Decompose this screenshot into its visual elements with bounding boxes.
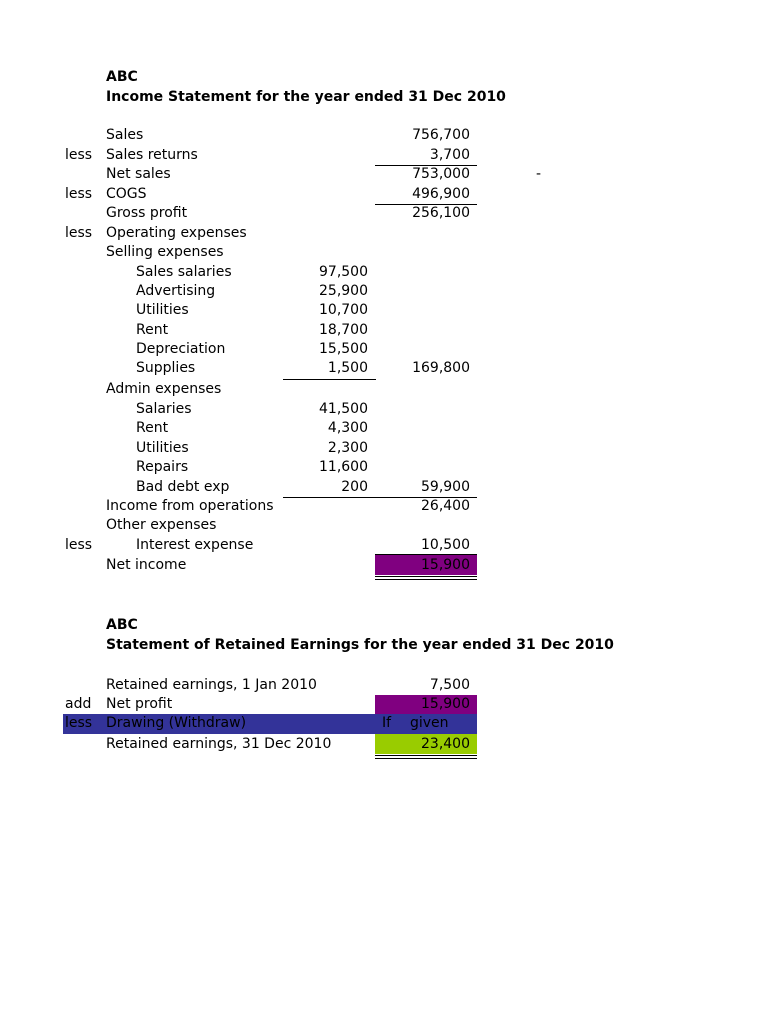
admin-item-label: Rent bbox=[136, 420, 169, 436]
interest-expense-label: Interest expense bbox=[136, 537, 254, 553]
admin-item-amount: 11,600 bbox=[319, 459, 368, 475]
closing-balance-amount: 23,400 bbox=[421, 736, 470, 752]
drawing-label: Drawing (Withdraw) bbox=[106, 715, 247, 731]
selling-item-label: Utilities bbox=[136, 302, 189, 318]
admin-item-amount: 2,300 bbox=[327, 440, 368, 456]
rule-under-supplies bbox=[283, 379, 376, 380]
selling-item-amount: 1,500 bbox=[327, 360, 368, 376]
admin-item-label: Repairs bbox=[136, 459, 189, 475]
sales-returns-prefix: less bbox=[65, 147, 93, 163]
drawing-note-if: If bbox=[382, 715, 392, 731]
net-sales-dash: - bbox=[536, 166, 542, 182]
net-profit-amount: 15,900 bbox=[421, 696, 470, 712]
admin-expenses-total: 59,900 bbox=[421, 479, 470, 495]
admin-item-amount: 200 bbox=[341, 479, 368, 495]
double-rule-closing-2 bbox=[375, 758, 477, 759]
selling-item-label: Rent bbox=[136, 322, 169, 338]
drawing-note-given: given bbox=[410, 715, 449, 731]
opening-balance-amount: 7,500 bbox=[429, 677, 470, 693]
cogs-label: COGS bbox=[106, 186, 147, 202]
opening-balance-label: Retained earnings, 1 Jan 2010 bbox=[106, 677, 317, 693]
selling-item-amount: 97,500 bbox=[319, 264, 368, 280]
operating-expenses-label: Operating expenses bbox=[106, 225, 247, 241]
net-income-label: Net income bbox=[106, 557, 187, 573]
net-profit-prefix: add bbox=[65, 696, 92, 712]
rule-under-interest bbox=[375, 554, 477, 555]
double-rule-net-income-2 bbox=[375, 579, 477, 580]
double-rule-closing-1 bbox=[375, 755, 477, 756]
admin-item-amount: 41,500 bbox=[319, 401, 368, 417]
interest-expense-prefix: less bbox=[65, 537, 93, 553]
net-sales-amount: 753,000 bbox=[412, 166, 470, 182]
cogs-prefix: less bbox=[65, 186, 93, 202]
selling-expenses-label: Selling expenses bbox=[106, 244, 224, 260]
selling-item-amount: 15,500 bbox=[319, 341, 368, 357]
admin-item-label: Bad debt exp bbox=[136, 479, 230, 495]
selling-item-amount: 10,700 bbox=[319, 302, 368, 318]
selling-item-label: Supplies bbox=[136, 360, 196, 376]
retained-earnings-title: Statement of Retained Earnings for the year ended 31 Dec 2010 bbox=[106, 637, 614, 653]
operating-expenses-prefix: less bbox=[65, 225, 93, 241]
selling-item-amount: 25,900 bbox=[319, 283, 368, 299]
cogs-amount: 496,900 bbox=[412, 186, 470, 202]
income-from-operations-amount: 26,400 bbox=[421, 498, 470, 514]
company-name: ABC bbox=[106, 69, 138, 85]
selling-item-label: Sales salaries bbox=[136, 264, 232, 280]
interest-expense-amount: 10,500 bbox=[421, 537, 470, 553]
sales-amount: 756,700 bbox=[412, 127, 470, 143]
selling-item-label: Advertising bbox=[136, 283, 216, 299]
sales-returns-amount: 3,700 bbox=[429, 147, 470, 163]
company-name: ABC bbox=[106, 617, 138, 633]
admin-item-amount: 4,300 bbox=[327, 420, 368, 436]
net-sales-label: Net sales bbox=[106, 166, 171, 182]
other-expenses-label: Other expenses bbox=[106, 517, 217, 533]
sales-label: Sales bbox=[106, 127, 144, 143]
closing-balance-label: Retained earnings, 31 Dec 2010 bbox=[106, 736, 332, 752]
drawing-prefix: less bbox=[65, 715, 93, 731]
sales-returns-label: Sales returns bbox=[106, 147, 198, 163]
double-rule-net-income-1 bbox=[375, 576, 477, 577]
admin-expenses-label: Admin expenses bbox=[106, 381, 222, 397]
net-profit-label: Net profit bbox=[106, 696, 173, 712]
income-statement-title: Income Statement for the year ended 31 Dec 2010 bbox=[106, 89, 506, 105]
net-income-amount: 15,900 bbox=[421, 557, 470, 573]
selling-item-label: Depreciation bbox=[136, 341, 226, 357]
selling-expenses-total: 169,800 bbox=[412, 360, 470, 376]
selling-item-amount: 18,700 bbox=[319, 322, 368, 338]
income-from-operations-label: Income from operations bbox=[106, 498, 274, 514]
gross-profit-amount: 256,100 bbox=[412, 205, 470, 221]
admin-item-label: Salaries bbox=[136, 401, 192, 417]
admin-item-label: Utilities bbox=[136, 440, 189, 456]
gross-profit-label: Gross profit bbox=[106, 205, 188, 221]
